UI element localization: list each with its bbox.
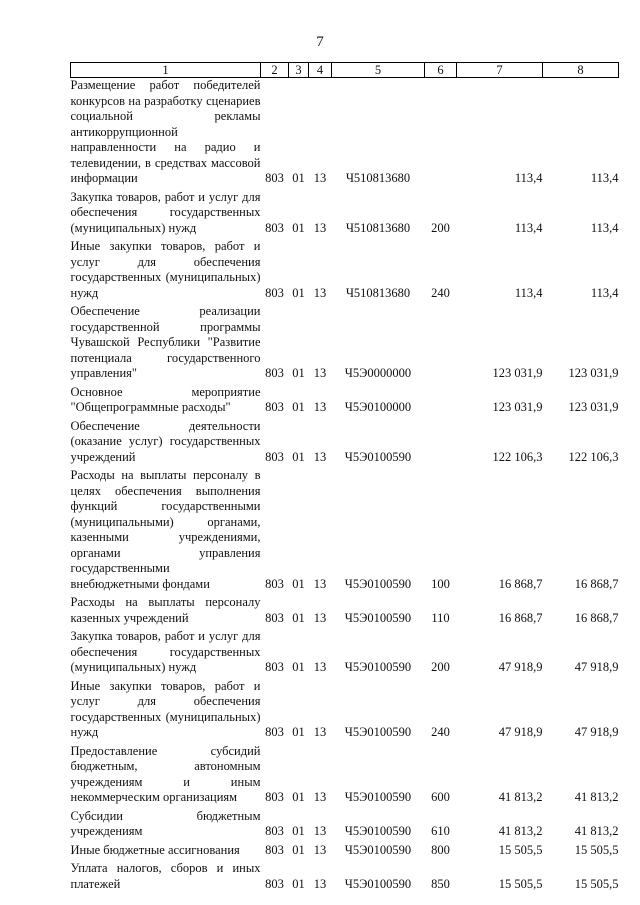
ministry-code-cell: 803 xyxy=(265,790,284,804)
amount-cell: 41 813,2 xyxy=(574,790,619,804)
table-row xyxy=(71,78,619,187)
expense-type-cell: 850 xyxy=(431,876,450,891)
table-row xyxy=(71,236,619,301)
page-number: 7 xyxy=(316,34,324,50)
expense-type-cell: 100 xyxy=(431,576,450,591)
amount-cell: 47 918,9 xyxy=(574,660,619,674)
amount-cell: 122 106,3 xyxy=(568,449,619,464)
ministry-code-cell: 803 xyxy=(265,876,284,891)
row-name-cell: Иные закупки товаров, работ и услуг для обеспечения государственных (муниципальных) нужд xyxy=(70,678,261,739)
ministry-code-cell: 803 xyxy=(265,610,284,625)
amount-cell: 113,4 xyxy=(514,171,543,185)
target-article-cell: Ч5Э0100590 xyxy=(344,576,412,591)
ministry-code-cell: 803 xyxy=(265,576,284,591)
amount-cell: 47 918,9 xyxy=(498,725,543,739)
amount-cell: 16 868,7 xyxy=(574,610,619,625)
ministry-code-cell: 803 xyxy=(265,220,284,235)
amount-cell: 41 813,2 xyxy=(498,790,543,804)
amount-cell: 123 031,9 xyxy=(568,400,619,414)
subsection-code-cell: 13 xyxy=(313,660,327,674)
subsection-code-cell: 13 xyxy=(313,171,327,185)
section-code-cell: 01 xyxy=(292,285,305,300)
row-name-cell: Расходы на выплаты персоналу в целях обеспечения выполнения функций государственными (муниципальными) органами, казенными учреждениями, органами управления государственными внебюджетными фондами xyxy=(70,468,261,591)
row-name-cell: Иные бюджетные ассигнования xyxy=(70,842,240,857)
section-code-cell: 01 xyxy=(292,876,305,891)
table-row xyxy=(71,626,619,676)
subsection-code-cell: 13 xyxy=(313,400,327,414)
column-number-row xyxy=(71,63,619,78)
section-code-cell: 01 xyxy=(292,824,305,838)
subsection-code-cell: 13 xyxy=(313,285,327,300)
amount-cell: 123 031,9 xyxy=(492,400,543,414)
target-article-cell: Ч5Э0000000 xyxy=(344,366,412,380)
amount-cell: 41 813,2 xyxy=(574,824,619,838)
subsection-code-cell: 13 xyxy=(313,366,327,380)
target-article-cell: Ч5Э0100590 xyxy=(344,610,412,625)
subsection-code-cell: 13 xyxy=(313,610,327,625)
column-header: 6 xyxy=(425,63,457,78)
budget-table xyxy=(70,62,619,892)
subsection-code-cell: 13 xyxy=(313,449,327,464)
target-article-cell: Ч5Э0100590 xyxy=(344,660,412,674)
table-row xyxy=(71,806,619,840)
subsection-code-cell: 13 xyxy=(313,790,327,804)
target-article-cell: Ч510813680 xyxy=(345,171,411,185)
ministry-code-cell: 803 xyxy=(265,725,284,739)
expense-type-cell xyxy=(425,382,457,416)
amount-cell: 16 868,7 xyxy=(574,576,619,591)
expense-type-cell xyxy=(425,301,457,382)
section-code-cell: 01 xyxy=(292,610,305,625)
row-name-cell: Размещение работ победителей конкурсов на разработку сценариев социальной рекламы антикоррупционной направленности на радио и телевидении, в средствах массовой информации xyxy=(70,78,261,185)
table-row xyxy=(71,592,619,626)
table-row xyxy=(71,187,619,237)
table-row xyxy=(71,676,619,741)
row-name-cell: Предоставление субсидий бюджетным, автономным учреждениям и иным некоммерческим организациям xyxy=(70,743,261,804)
target-article-cell: Ч5Э0100000 xyxy=(344,400,412,414)
ministry-code-cell: 803 xyxy=(265,171,284,185)
section-code-cell: 01 xyxy=(292,725,305,739)
section-code-cell: 01 xyxy=(292,449,305,464)
subsection-code-cell: 13 xyxy=(313,842,327,857)
table-row xyxy=(71,416,619,466)
target-article-cell: Ч5Э0100590 xyxy=(344,449,412,464)
table-row xyxy=(71,382,619,416)
amount-cell: 16 868,7 xyxy=(498,610,543,625)
amount-cell: 113,4 xyxy=(514,285,543,300)
section-code-cell: 01 xyxy=(292,171,305,185)
target-article-cell: Ч510813680 xyxy=(345,285,411,300)
table-body xyxy=(71,78,619,893)
expense-type-cell: 240 xyxy=(431,285,450,300)
expense-type-cell xyxy=(425,416,457,466)
column-header: 1 xyxy=(71,63,261,78)
target-article-cell: Ч5Э0100590 xyxy=(344,876,412,891)
amount-cell: 123 031,9 xyxy=(492,366,543,380)
ministry-code-cell: 803 xyxy=(265,660,284,674)
amount-cell: 16 868,7 xyxy=(498,576,543,591)
amount-cell: 113,4 xyxy=(590,220,619,235)
amount-cell: 122 106,3 xyxy=(492,449,543,464)
section-code-cell: 01 xyxy=(292,400,305,414)
ministry-code-cell: 803 xyxy=(265,400,284,414)
column-header: 3 xyxy=(289,63,309,78)
row-name-cell: Закупка товаров, работ и услуг для обеспечения государственных (муниципальных) нужд xyxy=(70,629,261,674)
expense-type-cell: 610 xyxy=(431,824,450,838)
row-name-cell: Обеспечение реализации государственной программы Чувашской Республики "Развитие потенциала государственного управления" xyxy=(70,304,261,380)
amount-cell: 15 505,5 xyxy=(498,876,543,891)
section-code-cell: 01 xyxy=(292,660,305,674)
section-code-cell: 01 xyxy=(292,220,305,235)
column-header: 5 xyxy=(332,63,425,78)
target-article-cell: Ч510813680 xyxy=(345,220,411,235)
amount-cell: 113,4 xyxy=(590,171,619,185)
subsection-code-cell: 13 xyxy=(313,824,327,838)
amount-cell: 47 918,9 xyxy=(574,725,619,739)
column-header: 7 xyxy=(457,63,543,78)
ministry-code-cell: 803 xyxy=(265,824,284,838)
column-header: 2 xyxy=(261,63,289,78)
row-name-cell: Закупка товаров, работ и услуг для обеспечения государственных (муниципальных) нужд xyxy=(70,189,261,235)
amount-cell: 41 813,2 xyxy=(498,824,543,838)
ministry-code-cell: 803 xyxy=(265,842,284,857)
ministry-code-cell: 803 xyxy=(265,449,284,464)
section-code-cell: 01 xyxy=(292,366,305,380)
table-row xyxy=(71,301,619,382)
subsection-code-cell: 13 xyxy=(313,220,327,235)
ministry-code-cell: 803 xyxy=(265,366,284,380)
section-code-cell: 01 xyxy=(292,576,305,591)
target-article-cell: Ч5Э0100590 xyxy=(344,790,412,804)
expense-type-cell xyxy=(425,78,457,187)
ministry-code-cell: 803 xyxy=(265,285,284,300)
table-row xyxy=(71,741,619,806)
row-name-cell: Субсидии бюджетным учреждениям xyxy=(70,808,261,838)
amount-cell: 15 505,5 xyxy=(574,876,619,891)
target-article-cell: Ч5Э0100590 xyxy=(344,824,412,838)
expense-type-cell: 800 xyxy=(431,842,450,857)
column-header: 8 xyxy=(543,63,619,78)
row-name-cell: Расходы на выплаты персоналу казенных учреждений xyxy=(70,595,261,625)
row-name-cell: Основное мероприятие "Общепрограммные расходы" xyxy=(70,384,261,414)
amount-cell: 123 031,9 xyxy=(568,366,619,380)
section-code-cell: 01 xyxy=(292,842,305,857)
target-article-cell: Ч5Э0100590 xyxy=(344,842,412,857)
amount-cell: 15 505,5 xyxy=(498,842,543,857)
table-row xyxy=(71,840,619,859)
amount-cell: 113,4 xyxy=(514,220,543,235)
row-name-cell: Обеспечение деятельности (оказание услуг) государственных учреждений xyxy=(70,418,261,464)
expense-type-cell: 200 xyxy=(431,220,450,235)
target-article-cell: Ч5Э0100590 xyxy=(344,725,412,739)
amount-cell: 47 918,9 xyxy=(498,660,543,674)
table-row xyxy=(71,858,619,892)
amount-cell: 113,4 xyxy=(590,285,619,300)
amount-cell: 15 505,5 xyxy=(574,842,619,857)
row-name-cell: Уплата налогов, сборов и иных платежей xyxy=(70,861,261,891)
expense-type-cell: 110 xyxy=(431,610,450,625)
table-row xyxy=(71,465,619,592)
subsection-code-cell: 13 xyxy=(313,725,327,739)
expense-type-cell: 600 xyxy=(431,790,450,804)
subsection-code-cell: 13 xyxy=(313,876,327,891)
subsection-code-cell: 13 xyxy=(313,576,327,591)
expense-type-cell: 200 xyxy=(431,660,450,674)
row-name-cell: Иные закупки товаров, работ и услуг для обеспечения государственных (муниципальных) нужд xyxy=(70,239,261,300)
column-header: 4 xyxy=(309,63,332,78)
section-code-cell: 01 xyxy=(292,790,305,804)
expense-type-cell: 240 xyxy=(431,725,450,739)
